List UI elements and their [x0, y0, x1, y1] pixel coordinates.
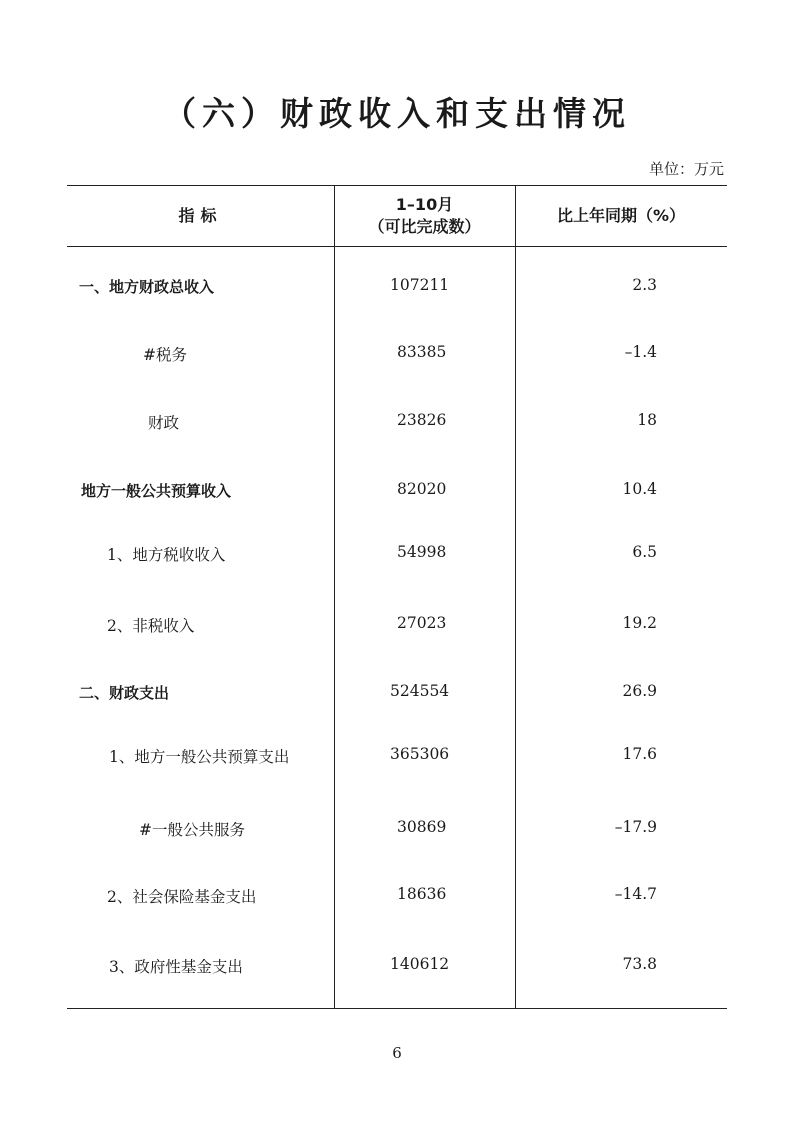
page-title: （六）财政收入和支出情况	[163, 94, 631, 133]
header-value	[334, 186, 515, 246]
row-value: 30869	[397, 818, 447, 836]
header-value-line1: 1–10月	[395, 195, 454, 214]
row-name: #税务	[143, 346, 187, 364]
row-name: 二、财政支出	[79, 684, 170, 702]
row-yoy: –14.7	[614, 885, 657, 903]
header-divider	[67, 246, 727, 247]
row-yoy: –17.9	[614, 818, 657, 836]
row-value: 107211	[390, 276, 450, 294]
row-yoy: 26.9	[622, 682, 657, 700]
row-yoy: 19.2	[622, 614, 657, 632]
finance-table	[67, 185, 727, 1009]
unit-label: 单位：万元	[648, 160, 724, 178]
table-row	[67, 480, 727, 510]
header-yoy	[515, 186, 727, 246]
table-row	[67, 885, 727, 915]
row-name: 3、政府性基金支出	[109, 958, 243, 976]
row-value: 18636	[397, 885, 447, 903]
row-name: 一、地方财政总收入	[79, 278, 215, 296]
row-name: #一般公共服务	[139, 821, 245, 839]
row-value: 365306	[390, 745, 450, 763]
table-row	[67, 818, 727, 848]
header-indicator	[67, 186, 334, 246]
table-row	[67, 543, 727, 573]
row-yoy: 17.6	[622, 745, 657, 763]
row-yoy: 2.3	[632, 276, 657, 294]
row-value: 524554	[390, 682, 450, 700]
table-row	[67, 614, 727, 644]
row-yoy: 18	[637, 411, 657, 429]
row-value: 140612	[390, 955, 450, 973]
table-row	[67, 955, 727, 985]
header-value-line2: （可比完成数）	[368, 217, 481, 236]
row-name: 2、社会保险基金支出	[107, 888, 257, 906]
row-value: 83385	[397, 343, 447, 361]
page-number: 6	[392, 1044, 402, 1062]
header-yoy-label: 比上年同期（%）	[556, 206, 686, 225]
table-row	[67, 276, 727, 306]
row-yoy: 10.4	[622, 480, 657, 498]
table-row	[67, 745, 727, 775]
row-value: 27023	[397, 614, 447, 632]
row-name: 财政	[148, 414, 180, 432]
row-value: 23826	[397, 411, 447, 429]
row-name: 2、非税收入	[107, 617, 195, 635]
header-indicator-label: 指标	[178, 206, 223, 225]
table-row	[67, 343, 727, 373]
row-value: 54998	[397, 543, 447, 561]
row-name: 1、地方税收收入	[107, 546, 226, 564]
row-value: 82020	[397, 480, 447, 498]
row-name: 1、地方一般公共预算支出	[109, 748, 290, 766]
table-row	[67, 411, 727, 441]
row-yoy: 73.8	[622, 955, 657, 973]
row-yoy: 6.5	[632, 543, 657, 561]
row-name: 地方一般公共预算收入	[81, 482, 232, 500]
table-row	[67, 682, 727, 712]
row-yoy: –1.4	[624, 343, 657, 361]
